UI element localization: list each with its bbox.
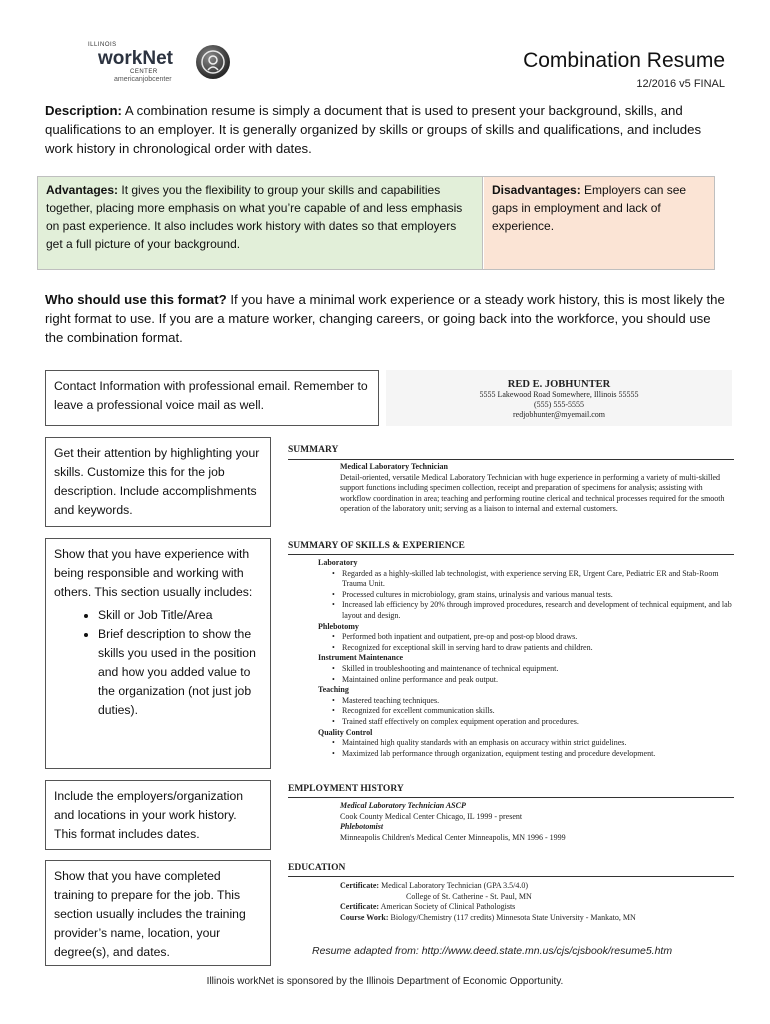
- skill-item: • Maintained online performance and peak output.: [342, 675, 732, 686]
- logo-small-text: ILLINOIS: [88, 42, 117, 48]
- who-text: If you have a minimal work experience or a steady work history, this is most likely the right format to use. If you are a mature worker, changing careers, or going back into the workforce, you should use the combination format.: [45, 292, 725, 345]
- resume-employment-section: [340, 801, 732, 843]
- worknet-badge-icon: [196, 45, 230, 79]
- edu-cert2-text: American Society of Clinical Pathologists: [379, 902, 516, 912]
- tip-skills-bullet: • Brief description to show the skills you used in the position and how you added value to the organization (not just job duties).: [98, 625, 262, 720]
- edu-cert-text: Medical Laboratory Technician (GPA 3.5/4.0): [379, 881, 529, 890]
- skill-item: • Performed both inpatient and outpatient, pre-op and post-op blood draws.: [342, 632, 732, 643]
- resume-education-rule: [288, 876, 734, 877]
- job-title: Medical Laboratory Technician ASCP: [340, 801, 466, 810]
- illinois-worknet-logo: [84, 42, 194, 84]
- resume-skills-heading: SUMMARY OF SKILLS & EXPERIENCE: [288, 541, 465, 551]
- skill-group-list: [318, 738, 732, 759]
- resume-summary-heading: SUMMARY: [288, 445, 339, 455]
- skill-item: • Mastered teaching techniques.: [342, 696, 732, 707]
- edu-course-label: Course Work:: [340, 912, 389, 922]
- tip-skills-bullet: • Skill or Job Title/Area: [98, 606, 262, 625]
- skill-group-title: Teaching: [318, 685, 349, 695]
- resume-skills-section: [318, 558, 732, 759]
- advantages-label: Advantages:: [46, 183, 119, 197]
- skill-item: • Increased lab efficiency by 20% through improved procedures, research and development of technical equipment, and lab layout and design.: [342, 600, 732, 621]
- disadvantages-label: Disadvantages:: [492, 183, 581, 197]
- skill-group-title: Instrument Maintenance: [318, 653, 404, 663]
- resume-education-section: [340, 881, 732, 923]
- logo-main-text: workNet: [98, 48, 173, 69]
- resume-summary-text: Detail-oriented, versatile Medical Laboratory Technician with huge experience in performing a variety of multi-skilled support functions including specimen collection, receipt and preparation of specimens for analysis; assisting with workflow coordination in area; teaching and performing routine clerical and technical processes required for the smooth operation of the laboratory unit; serving as a liaison to internal and external customers.: [340, 472, 725, 514]
- skill-group-list: [318, 664, 732, 685]
- description-label: Description:: [45, 103, 122, 118]
- advantages-table: [37, 176, 715, 270]
- resume-summary-section: [340, 462, 732, 515]
- description-text: A combination resume is simply a document that is used to present your background, skills, and qualifications to an employer. It is generally organized by skills or groups of skills and qualifications, and includes work history in chronological order with dates.: [45, 103, 702, 156]
- skill-group-list: [318, 696, 732, 728]
- skill-group-title: Quality Control: [318, 727, 373, 737]
- advantages-text: It gives you the flexibility to group your skills and capabilities together, placing more emphasis on what you’re capable of and less emphasis on past experience. It also includes work history with dates so that employers get a full picture of your background.: [46, 183, 463, 251]
- skill-item: • Maximized lab performance through organization, equipment testing and procedure development.: [342, 749, 732, 760]
- skill-item: • Trained staff effectively on complex equipment operation and procedures.: [342, 717, 732, 728]
- skill-item: • Regarded as a highly-skilled lab technologist, with experience serving ER, Urgent Care, Pediatric ER and Stab-Room Trauma Unit.: [342, 569, 732, 590]
- skill-item: • Skilled in troubleshooting and maintenance of technical equipment.: [342, 664, 732, 675]
- job-place: Minneapolis Children's Medical Center Minneapolis, MN 1996 - 1999: [340, 832, 566, 842]
- resume-employment-heading: EMPLOYMENT HISTORY: [288, 784, 404, 794]
- tip-summary-box: [45, 437, 271, 527]
- resume-email: redjobhunter@myemail.com: [512, 410, 605, 419]
- resume-source-caption: Resume adapted from: http://www.deed.state.mn.us/cjs/cjsbook/resume5.htm: [312, 945, 673, 957]
- disadvantages-cell: [484, 177, 714, 269]
- skill-item: • Recognized for exceptional skill in serving hard to draw patients and children.: [342, 643, 732, 654]
- skill-group-list: [318, 632, 732, 653]
- job-title: Phlebotomist: [340, 822, 384, 832]
- edu-cert-label: Certificate:: [340, 881, 380, 890]
- resume-employment-rule: [288, 797, 734, 798]
- resume-name: RED E. JOBHUNTER: [507, 379, 611, 390]
- edu-cert-school: College of St. Catherine - St. Paul, MN: [406, 891, 532, 901]
- resume-skills-rule: [288, 554, 734, 555]
- resume-summary-title: Medical Laboratory Technician: [340, 462, 448, 471]
- logo-ajc-text: americanjobcenter: [114, 76, 172, 83]
- skill-group-list: [318, 569, 732, 622]
- tip-skills-list: [54, 606, 262, 720]
- logo-center-text: CENTER: [130, 69, 158, 75]
- resume-summary-rule: [288, 459, 734, 460]
- resume-address: 5555 Lakewood Road Somewhere, Illinois 55555: [479, 390, 639, 399]
- tip-education-box: [45, 860, 271, 966]
- document-version: 12/2016 v5 FINAL: [636, 78, 725, 90]
- tip-contact-box: [45, 370, 379, 426]
- document-title: Combination Resume: [523, 49, 725, 72]
- tip-skills-box: [45, 538, 271, 769]
- description-paragraph: [45, 101, 727, 158]
- who-should-use-paragraph: [45, 290, 727, 347]
- who-label: Who should use this format?: [45, 292, 227, 307]
- tip-contact-text: Contact Information with professional email. Remember to leave a professional voice mail as well.: [54, 379, 368, 412]
- tip-employment-box: [45, 780, 271, 850]
- resume-education-heading: EDUCATION: [288, 863, 346, 873]
- skill-item: • Maintained high quality standards with an emphasis on accuracy within strict guidelines.: [342, 738, 732, 749]
- resume-phone: (555) 555-5555: [534, 400, 584, 409]
- page-footer: Illinois workNet is sponsored by the Illinois Department of Economic Opportunity.: [206, 976, 564, 987]
- tip-employment-text: Include the employers/organization and locations in your work history. This format includes dates.: [54, 789, 244, 841]
- skill-group-title: Laboratory: [318, 558, 358, 567]
- skill-item: • Processed cultures in microbiology, gram stains, urinalysis and various manual tests.: [342, 590, 732, 601]
- resume-contact-block: [386, 370, 732, 426]
- advantages-cell: [38, 177, 483, 269]
- edu-cert2-label: Certificate:: [340, 902, 380, 912]
- tip-skills-intro: Show that you have experience with being responsible and working with others. This section usually includes:: [54, 547, 253, 599]
- tip-education-text: Show that you have completed training to prepare for the job. This section usually includes the training provider’s name, location, your degree(s), and dates.: [54, 869, 246, 959]
- job-place: Cook County Medical Center Chicago, IL 1999 - present: [340, 811, 523, 821]
- tip-summary-text: Get their attention by highlighting your skills. Customize this for the job description. Include accomplishments and keywords.: [54, 446, 260, 517]
- skill-item: • Recognized for excellent communication skills.: [342, 706, 732, 717]
- skill-group-title: Phlebotomy: [318, 621, 359, 631]
- disadvantages-text: Employers can see gaps in employment and lack of experience.: [492, 183, 687, 233]
- edu-course-text: Biology/Chemistry (117 credits) Minnesota State University - Mankato, MN: [388, 912, 636, 922]
